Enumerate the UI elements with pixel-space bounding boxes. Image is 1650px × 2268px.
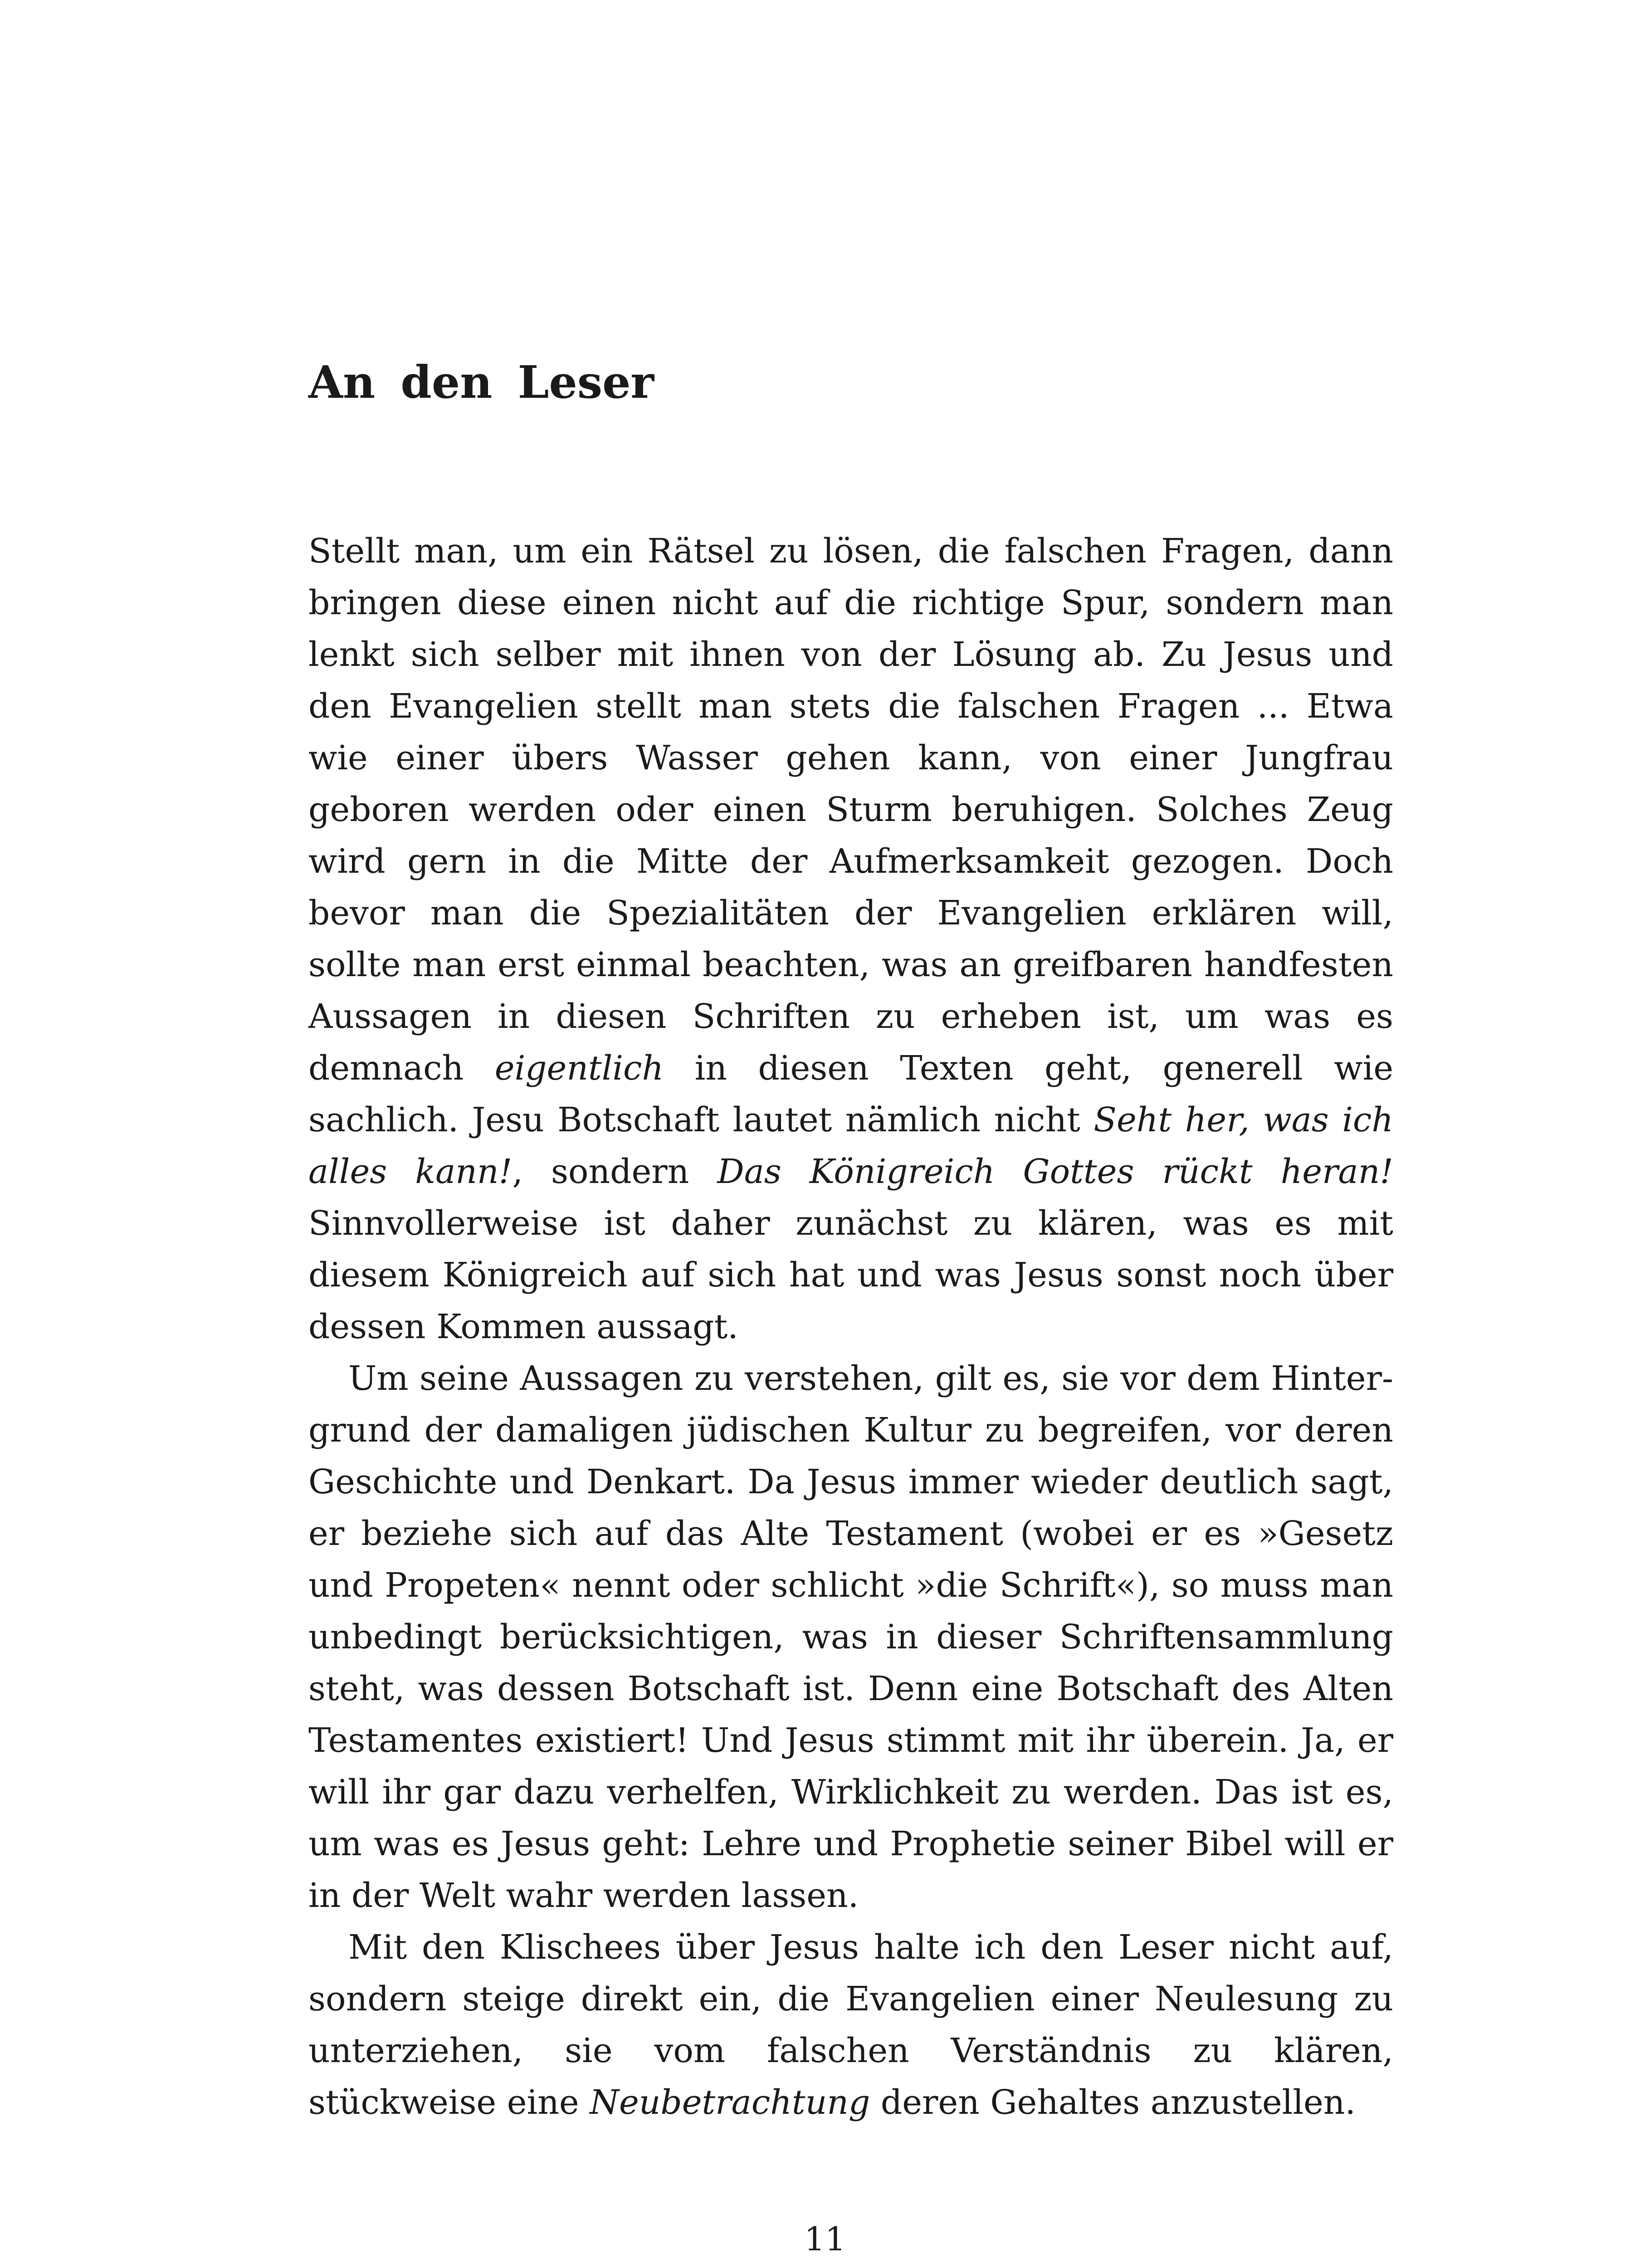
paragraph-3 [308,1921,1393,2128]
paragraph-3-emphasis-neubetrachtung: Neubetrachtung [590,2083,870,2122]
paragraph-1-emphasis-eigentlich: eigentlich [494,1049,664,1088]
chapter-heading: An den Leser [308,357,654,409]
paragraph-1-quote-koenigreich: Das Königreich Gottes rückt heran! [717,1152,1393,1191]
paragraph-1-text-e: , sondern [512,1152,718,1191]
paragraph-1-quote-seht-her: Seht her, was ich alles kann! [308,1100,1393,1191]
paragraph-3-text-c: deren Gehaltes anzustellen. [870,2083,1356,2122]
paragraph-1-text-a: Stellt man, um ein Rätsel zu lösen, die falschen Fragen, dann bringen diese einen nicht auf die richtige Spur, sondern man lenkt sich selber mit ihnen von der Lösung ab. Zu Jesus und den Evangelien stellt man stets die falschen Fragen ... Etwa wie einer übers Wasser gehen kann, von einer Jungfrau geboren werden oder einen Sturm beruhigen. Solches Zeug wird gern in die Mitte der Aufmerksamkeit gezogen. Doch bevor man die Spezialitäten der Evangelien erklären will, sollte man erst einmal beachten, was an greifbaren handfesten Aussagen in diesen Schriften zu erheben ist, um was es demnach [308,532,1393,1088]
body-text [308,525,1393,2128]
paragraph-1-text-g: Sinnvollerweise ist daher zunächst zu klären, was es mit diesem Königreich auf sich hat und was Jesus sonst noch über dessen Kommen aussagt. [308,1204,1393,1346]
paragraph-3-text-a: Mit den Klischees über Jesus halte ich den Leser nicht auf, sondern steige direkt ein, die Evangelien einer Neulesung zu unterziehen, sie vom falschen Verständnis zu klären, stückweise eine [308,1928,1393,2122]
paragraph-1-text-c: in diesen Texten geht, generell wie sachlich. Jesu Botschaft lautet nämlich nicht [308,1049,1393,1139]
paragraph-2: Um seine Aussagen zu verstehen, gilt es, sie vor dem Hintergrund der damaligen jüdischen Kultur zu begreifen, vor deren Geschichte und Denkart. Da Jesus immer wieder deutlich sagt, er beziehe sich auf das Alte Testament (wobei er es »Gesetz und Propeten« nennt oder schlicht »die Schrift«), so muss man unbedingt berücksichtigen, was in dieser Schriftensammlung steht, was dessen Botschaft ist. Denn eine Botschaft des Alten Testamentes existiert! Und Jesus stimmt mit ihr überein. Ja, er will ihr gar dazu verhelfen, Wirklichkeit zu werden. Das ist es, um was es Jesus geht: Lehre und Prophetie seiner Bibel will er in der Welt wahr werden lassen. [308,1359,1393,1915]
paragraph-1 [308,525,1393,1353]
page-number: 11 [804,2220,846,2258]
